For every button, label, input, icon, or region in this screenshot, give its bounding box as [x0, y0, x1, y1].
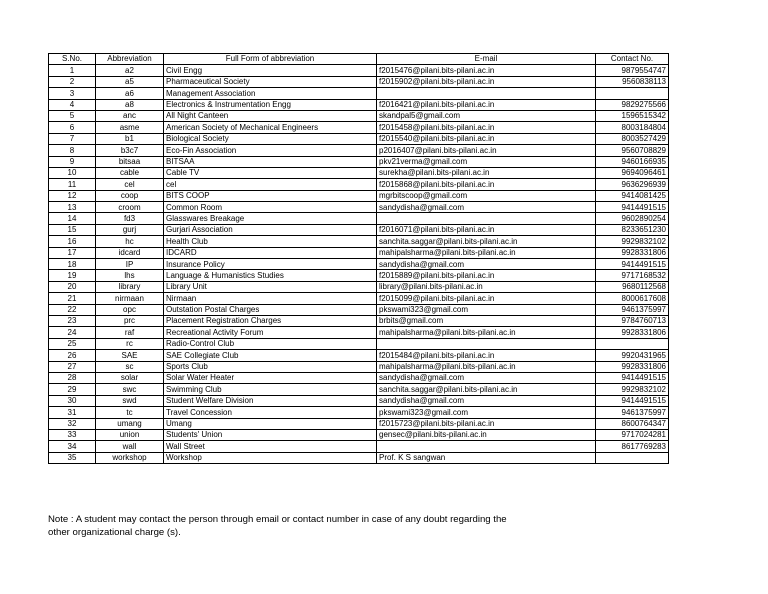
cell-full-form: Insurance Policy — [164, 259, 377, 270]
cell-sno: 21 — [49, 293, 96, 304]
cell-full-form: Civil Engg — [164, 65, 377, 76]
cell-abbreviation: library — [96, 281, 164, 292]
cell-contact: 9694096461 — [596, 167, 669, 178]
cell-sno: 35 — [49, 452, 96, 463]
cell-contact: 9602890254 — [596, 213, 669, 224]
cell-email: sandydisha@gmail.com — [377, 372, 596, 383]
cell-sno: 15 — [49, 224, 96, 235]
cell-sno: 28 — [49, 372, 96, 383]
cell-email: surekha@pilani.bits-pilani.ac.in — [377, 167, 596, 178]
cell-contact: 9829275566 — [596, 99, 669, 110]
cell-sno: 24 — [49, 327, 96, 338]
cell-abbreviation: union — [96, 429, 164, 440]
cell-email: mahipalsharma@pilani.bits-pilani.ac.in — [377, 327, 596, 338]
cell-email — [377, 441, 596, 452]
cell-abbreviation: swc — [96, 384, 164, 395]
table-row — [49, 372, 669, 383]
cell-abbreviation: wall — [96, 441, 164, 452]
table-row — [49, 236, 669, 247]
cell-abbreviation: a8 — [96, 99, 164, 110]
cell-abbreviation: anc — [96, 110, 164, 121]
table-row — [49, 122, 669, 133]
cell-abbreviation: prc — [96, 315, 164, 326]
cell-full-form: Students' Union — [164, 429, 377, 440]
cell-abbreviation: lhs — [96, 270, 164, 281]
cell-abbreviation: hc — [96, 236, 164, 247]
cell-full-form: Electronics & Instrumentation Engg — [164, 99, 377, 110]
cell-contact: 9461375997 — [596, 407, 669, 418]
cell-full-form: Health Club — [164, 236, 377, 247]
table-row — [49, 99, 669, 110]
note-text — [48, 513, 507, 539]
cell-email: sanchita.saggar@pilani.bits-pilani.ac.in — [377, 384, 596, 395]
cell-contact: 8003527429 — [596, 133, 669, 144]
cell-email: sandydisha@gmail.com — [377, 202, 596, 213]
cell-full-form: American Society of Mechanical Engineers — [164, 122, 377, 133]
cell-email: f2015723@pilani.bits-pilani.ac.in — [377, 418, 596, 429]
cell-email: f2015484@pilani.bits-pilani.ac.in — [377, 350, 596, 361]
cell-abbreviation: SAE — [96, 350, 164, 361]
cell-full-form: Outstation Postal Charges — [164, 304, 377, 315]
table-row — [49, 395, 669, 406]
cell-contact: 9928331806 — [596, 361, 669, 372]
cell-email: sanchita.saggar@pilani.bits-pilani.ac.in — [377, 236, 596, 247]
cell-abbreviation: nirmaan — [96, 293, 164, 304]
table-row — [49, 247, 669, 258]
cell-full-form: Workshop — [164, 452, 377, 463]
cell-contact — [596, 452, 669, 463]
cell-email: f2015540@pilani.bits-pilani.ac.in — [377, 133, 596, 144]
table-row — [49, 350, 669, 361]
header-email: E-mail — [377, 54, 596, 65]
cell-full-form: All Night Canteen — [164, 110, 377, 121]
cell-sno: 13 — [49, 202, 96, 213]
cell-contact: 9680112568 — [596, 281, 669, 292]
cell-abbreviation: idcard — [96, 247, 164, 258]
cell-email: mahipalsharma@pilani.bits-pilani.ac.in — [377, 361, 596, 372]
cell-sno: 16 — [49, 236, 96, 247]
cell-contact: 1596515342 — [596, 110, 669, 121]
cell-full-form: cel — [164, 179, 377, 190]
cell-sno: 8 — [49, 145, 96, 156]
cell-full-form: Recreational Activity Forum — [164, 327, 377, 338]
cell-contact: 9461375997 — [596, 304, 669, 315]
cell-full-form: Glasswares Breakage — [164, 213, 377, 224]
table-row — [49, 281, 669, 292]
cell-sno: 17 — [49, 247, 96, 258]
cell-email: f2015889@pilani.bits-pilani.ac.in — [377, 270, 596, 281]
cell-full-form: Pharmaceutical Society — [164, 76, 377, 87]
cell-sno: 9 — [49, 156, 96, 167]
cell-sno: 34 — [49, 441, 96, 452]
cell-full-form: Umang — [164, 418, 377, 429]
cell-abbreviation: a6 — [96, 88, 164, 99]
table-row — [49, 167, 669, 178]
header-abbreviation: Abbreviation — [96, 54, 164, 65]
cell-abbreviation: tc — [96, 407, 164, 418]
cell-full-form: IDCARD — [164, 247, 377, 258]
cell-sno: 29 — [49, 384, 96, 395]
cell-contact: 9460166935 — [596, 156, 669, 167]
cell-email: f2015902@pilani.bits-pilani.ac.in — [377, 76, 596, 87]
cell-contact: 9560708829 — [596, 145, 669, 156]
cell-email: Prof. K S sangwan — [377, 452, 596, 463]
cell-full-form: Radio-Control Club — [164, 338, 377, 349]
cell-abbreviation: croom — [96, 202, 164, 213]
table-row — [49, 133, 669, 144]
cell-email: mahipalsharma@pilani.bits-pilani.ac.in — [377, 247, 596, 258]
cell-abbreviation: fd3 — [96, 213, 164, 224]
note-line-1: Note : A student may contact the person through email or contact number in case of any doubt regarding the — [48, 514, 507, 525]
cell-sno: 3 — [49, 88, 96, 99]
cell-contact: 9784760713 — [596, 315, 669, 326]
note-line-2: other organizational charge (s). — [48, 527, 181, 538]
cell-sno: 20 — [49, 281, 96, 292]
cell-full-form: Common Room — [164, 202, 377, 213]
cell-contact: 8617769283 — [596, 441, 669, 452]
cell-contact: 9414491515 — [596, 372, 669, 383]
cell-abbreviation: rc — [96, 338, 164, 349]
cell-contact: 9560838113 — [596, 76, 669, 87]
cell-full-form: Gurjari Association — [164, 224, 377, 235]
table-row — [49, 156, 669, 167]
table-row — [49, 327, 669, 338]
cell-email — [377, 338, 596, 349]
cell-email: f2015476@pilani.bits-pilani.ac.in — [377, 65, 596, 76]
cell-contact: 8600764347 — [596, 418, 669, 429]
cell-abbreviation: solar — [96, 372, 164, 383]
cell-full-form: SAE Collegiate Club — [164, 350, 377, 361]
cell-sno: 30 — [49, 395, 96, 406]
cell-abbreviation: raf — [96, 327, 164, 338]
table-row — [49, 145, 669, 156]
cell-contact: 8003184804 — [596, 122, 669, 133]
cell-sno: 23 — [49, 315, 96, 326]
cell-full-form: Biological Society — [164, 133, 377, 144]
cell-email: sandydisha@gmail.com — [377, 395, 596, 406]
cell-sno: 10 — [49, 167, 96, 178]
cell-abbreviation: b1 — [96, 133, 164, 144]
table-row — [49, 259, 669, 270]
cell-email: pkv21verma@gmail.com — [377, 156, 596, 167]
cell-email: pkswami323@gmail.com — [377, 407, 596, 418]
cell-full-form: Management Association — [164, 88, 377, 99]
cell-abbreviation: opc — [96, 304, 164, 315]
cell-sno: 22 — [49, 304, 96, 315]
cell-sno: 26 — [49, 350, 96, 361]
cell-full-form: Sports Club — [164, 361, 377, 372]
table-row — [49, 407, 669, 418]
cell-email: f2016071@pilani.bits-pilani.ac.in — [377, 224, 596, 235]
cell-contact: 9414491515 — [596, 259, 669, 270]
cell-email: library@pilani.bits-pilani.ac.in — [377, 281, 596, 292]
cell-contact — [596, 338, 669, 349]
table-body — [49, 65, 669, 464]
cell-full-form: Solar Water Heater — [164, 372, 377, 383]
cell-abbreviation: swd — [96, 395, 164, 406]
table-row — [49, 441, 669, 452]
cell-abbreviation: asme — [96, 122, 164, 133]
cell-sno: 11 — [49, 179, 96, 190]
cell-sno: 6 — [49, 122, 96, 133]
table-row — [49, 429, 669, 440]
cell-abbreviation: sc — [96, 361, 164, 372]
cell-contact: 9717024281 — [596, 429, 669, 440]
cell-abbreviation: cel — [96, 179, 164, 190]
cell-full-form: BITSAA — [164, 156, 377, 167]
cell-sno: 14 — [49, 213, 96, 224]
header-row — [49, 54, 669, 65]
cell-sno: 7 — [49, 133, 96, 144]
cell-full-form: Cable TV — [164, 167, 377, 178]
table-row — [49, 202, 669, 213]
cell-email — [377, 213, 596, 224]
table-row — [49, 65, 669, 76]
cell-abbreviation: gurj — [96, 224, 164, 235]
cell-sno: 1 — [49, 65, 96, 76]
cell-full-form: Student Welfare Division — [164, 395, 377, 406]
cell-contact — [596, 88, 669, 99]
cell-email: brbits@gmail.com — [377, 315, 596, 326]
cell-abbreviation: IP — [96, 259, 164, 270]
cell-contact: 8233651230 — [596, 224, 669, 235]
cell-full-form: Nirmaan — [164, 293, 377, 304]
table-row — [49, 110, 669, 121]
cell-contact: 9929832102 — [596, 236, 669, 247]
table-row — [49, 224, 669, 235]
cell-sno: 19 — [49, 270, 96, 281]
cell-contact: 9414491515 — [596, 395, 669, 406]
cell-contact: 9636296939 — [596, 179, 669, 190]
cell-sno: 5 — [49, 110, 96, 121]
table-row — [49, 88, 669, 99]
cell-abbreviation: bitsaa — [96, 156, 164, 167]
cell-full-form: Eco-Fin Association — [164, 145, 377, 156]
cell-email: f2015458@pilani.bits-pilani.ac.in — [377, 122, 596, 133]
table-row — [49, 270, 669, 281]
table-row — [49, 418, 669, 429]
table-row — [49, 315, 669, 326]
cell-full-form: BITS COOP — [164, 190, 377, 201]
cell-contact: 9928331806 — [596, 247, 669, 258]
cell-abbreviation: workshop — [96, 452, 164, 463]
contacts-table — [48, 53, 669, 464]
cell-abbreviation: coop — [96, 190, 164, 201]
table-row — [49, 213, 669, 224]
table-row — [49, 384, 669, 395]
cell-full-form: Travel Concession — [164, 407, 377, 418]
cell-contact: 9879554747 — [596, 65, 669, 76]
cell-email: f2016421@pilani.bits-pilani.ac.in — [377, 99, 596, 110]
cell-contact: 9717168532 — [596, 270, 669, 281]
cell-full-form: Language & Humanistics Studies — [164, 270, 377, 281]
cell-full-form: Swimming Club — [164, 384, 377, 395]
cell-sno: 12 — [49, 190, 96, 201]
cell-sno: 25 — [49, 338, 96, 349]
cell-contact: 9414491515 — [596, 202, 669, 213]
cell-email: gensec@pilani.bits-pilani.ac.in — [377, 429, 596, 440]
cell-abbreviation: cable — [96, 167, 164, 178]
cell-email: f2015868@pilani.bits-pilani.ac.in — [377, 179, 596, 190]
cell-sno: 18 — [49, 259, 96, 270]
cell-sno: 32 — [49, 418, 96, 429]
cell-email: p2016407@pilani.bits-pilani.ac.in — [377, 145, 596, 156]
cell-contact: 9414081425 — [596, 190, 669, 201]
cell-email: skandpal5@gmail.com — [377, 110, 596, 121]
cell-email: f2015099@pilani.bits-pilani.ac.in — [377, 293, 596, 304]
table-row — [49, 293, 669, 304]
cell-sno: 4 — [49, 99, 96, 110]
cell-contact: 8000617608 — [596, 293, 669, 304]
table-row — [49, 304, 669, 315]
cell-abbreviation: umang — [96, 418, 164, 429]
cell-sno: 31 — [49, 407, 96, 418]
cell-contact: 9920431965 — [596, 350, 669, 361]
table-row — [49, 361, 669, 372]
cell-sno: 33 — [49, 429, 96, 440]
header-sno: S.No. — [49, 54, 96, 65]
cell-abbreviation: a2 — [96, 65, 164, 76]
cell-full-form: Placement Registration Charges — [164, 315, 377, 326]
header-contact: Contact No. — [596, 54, 669, 65]
cell-contact: 9929832102 — [596, 384, 669, 395]
cell-full-form: Library Unit — [164, 281, 377, 292]
table-row — [49, 338, 669, 349]
table-row — [49, 76, 669, 87]
cell-sno: 27 — [49, 361, 96, 372]
table-row — [49, 179, 669, 190]
cell-sno: 2 — [49, 76, 96, 87]
table-row — [49, 190, 669, 201]
cell-email: mgrbitscoop@gmail.com — [377, 190, 596, 201]
header-full-form: Full Form of abbreviation — [164, 54, 377, 65]
cell-contact: 9928331806 — [596, 327, 669, 338]
cell-abbreviation: a5 — [96, 76, 164, 87]
cell-email: pkswami323@gmail.com — [377, 304, 596, 315]
cell-email: sandydisha@gmail.com — [377, 259, 596, 270]
cell-abbreviation: b3c7 — [96, 145, 164, 156]
cell-full-form: Wall Street — [164, 441, 377, 452]
table-row — [49, 452, 669, 463]
cell-email — [377, 88, 596, 99]
